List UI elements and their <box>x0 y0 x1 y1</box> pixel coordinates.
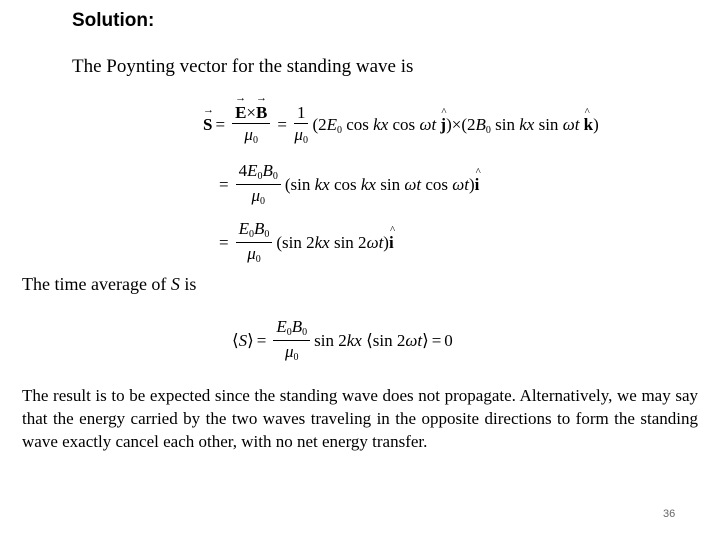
intro-text: The Poynting vector for the standing wave is <box>72 56 414 77</box>
time-average-suffix: is <box>179 274 197 294</box>
equation-line-1: → S = → $\frac{E\times\to B}{\mu_0}$ = $\frac{1}{\mu_0}$ ($2E_0$ cos kx cos ωt ^ $j)\times(2B_0$ sin kx sin ωt ^ k) <box>203 104 599 146</box>
time-average-text <box>22 274 196 295</box>
equation-line-3: = $\frac{E_0B_0}{\mu_0}$ (sin 2kx sin 2ωt)^ i <box>216 220 394 265</box>
equation-line-2: = $\frac{4E_0B_0}{\mu_0}$ (sin kx cos kx sin ωt cos ωt)^ i <box>216 162 479 207</box>
time-average-symbol: S <box>170 274 180 294</box>
solution-heading: Solution: <box>72 10 155 31</box>
page-number: 36 <box>663 508 676 520</box>
time-average-prefix: The time average of <box>22 274 171 294</box>
time-average-equation: ⟨S⟩ = $\frac{E_0B_0}{\mu_0}$ sin 2kx ⟨sin 2ωt⟩ = 0 <box>232 317 453 363</box>
result-paragraph: The result is to be expected since the standing wave does not propagate. Alternatively, we may say that the energy carried by the two waves traveling in the opposite directions to form the standing wave exactly cancel each other, with no net energy transfer. <box>22 386 698 451</box>
